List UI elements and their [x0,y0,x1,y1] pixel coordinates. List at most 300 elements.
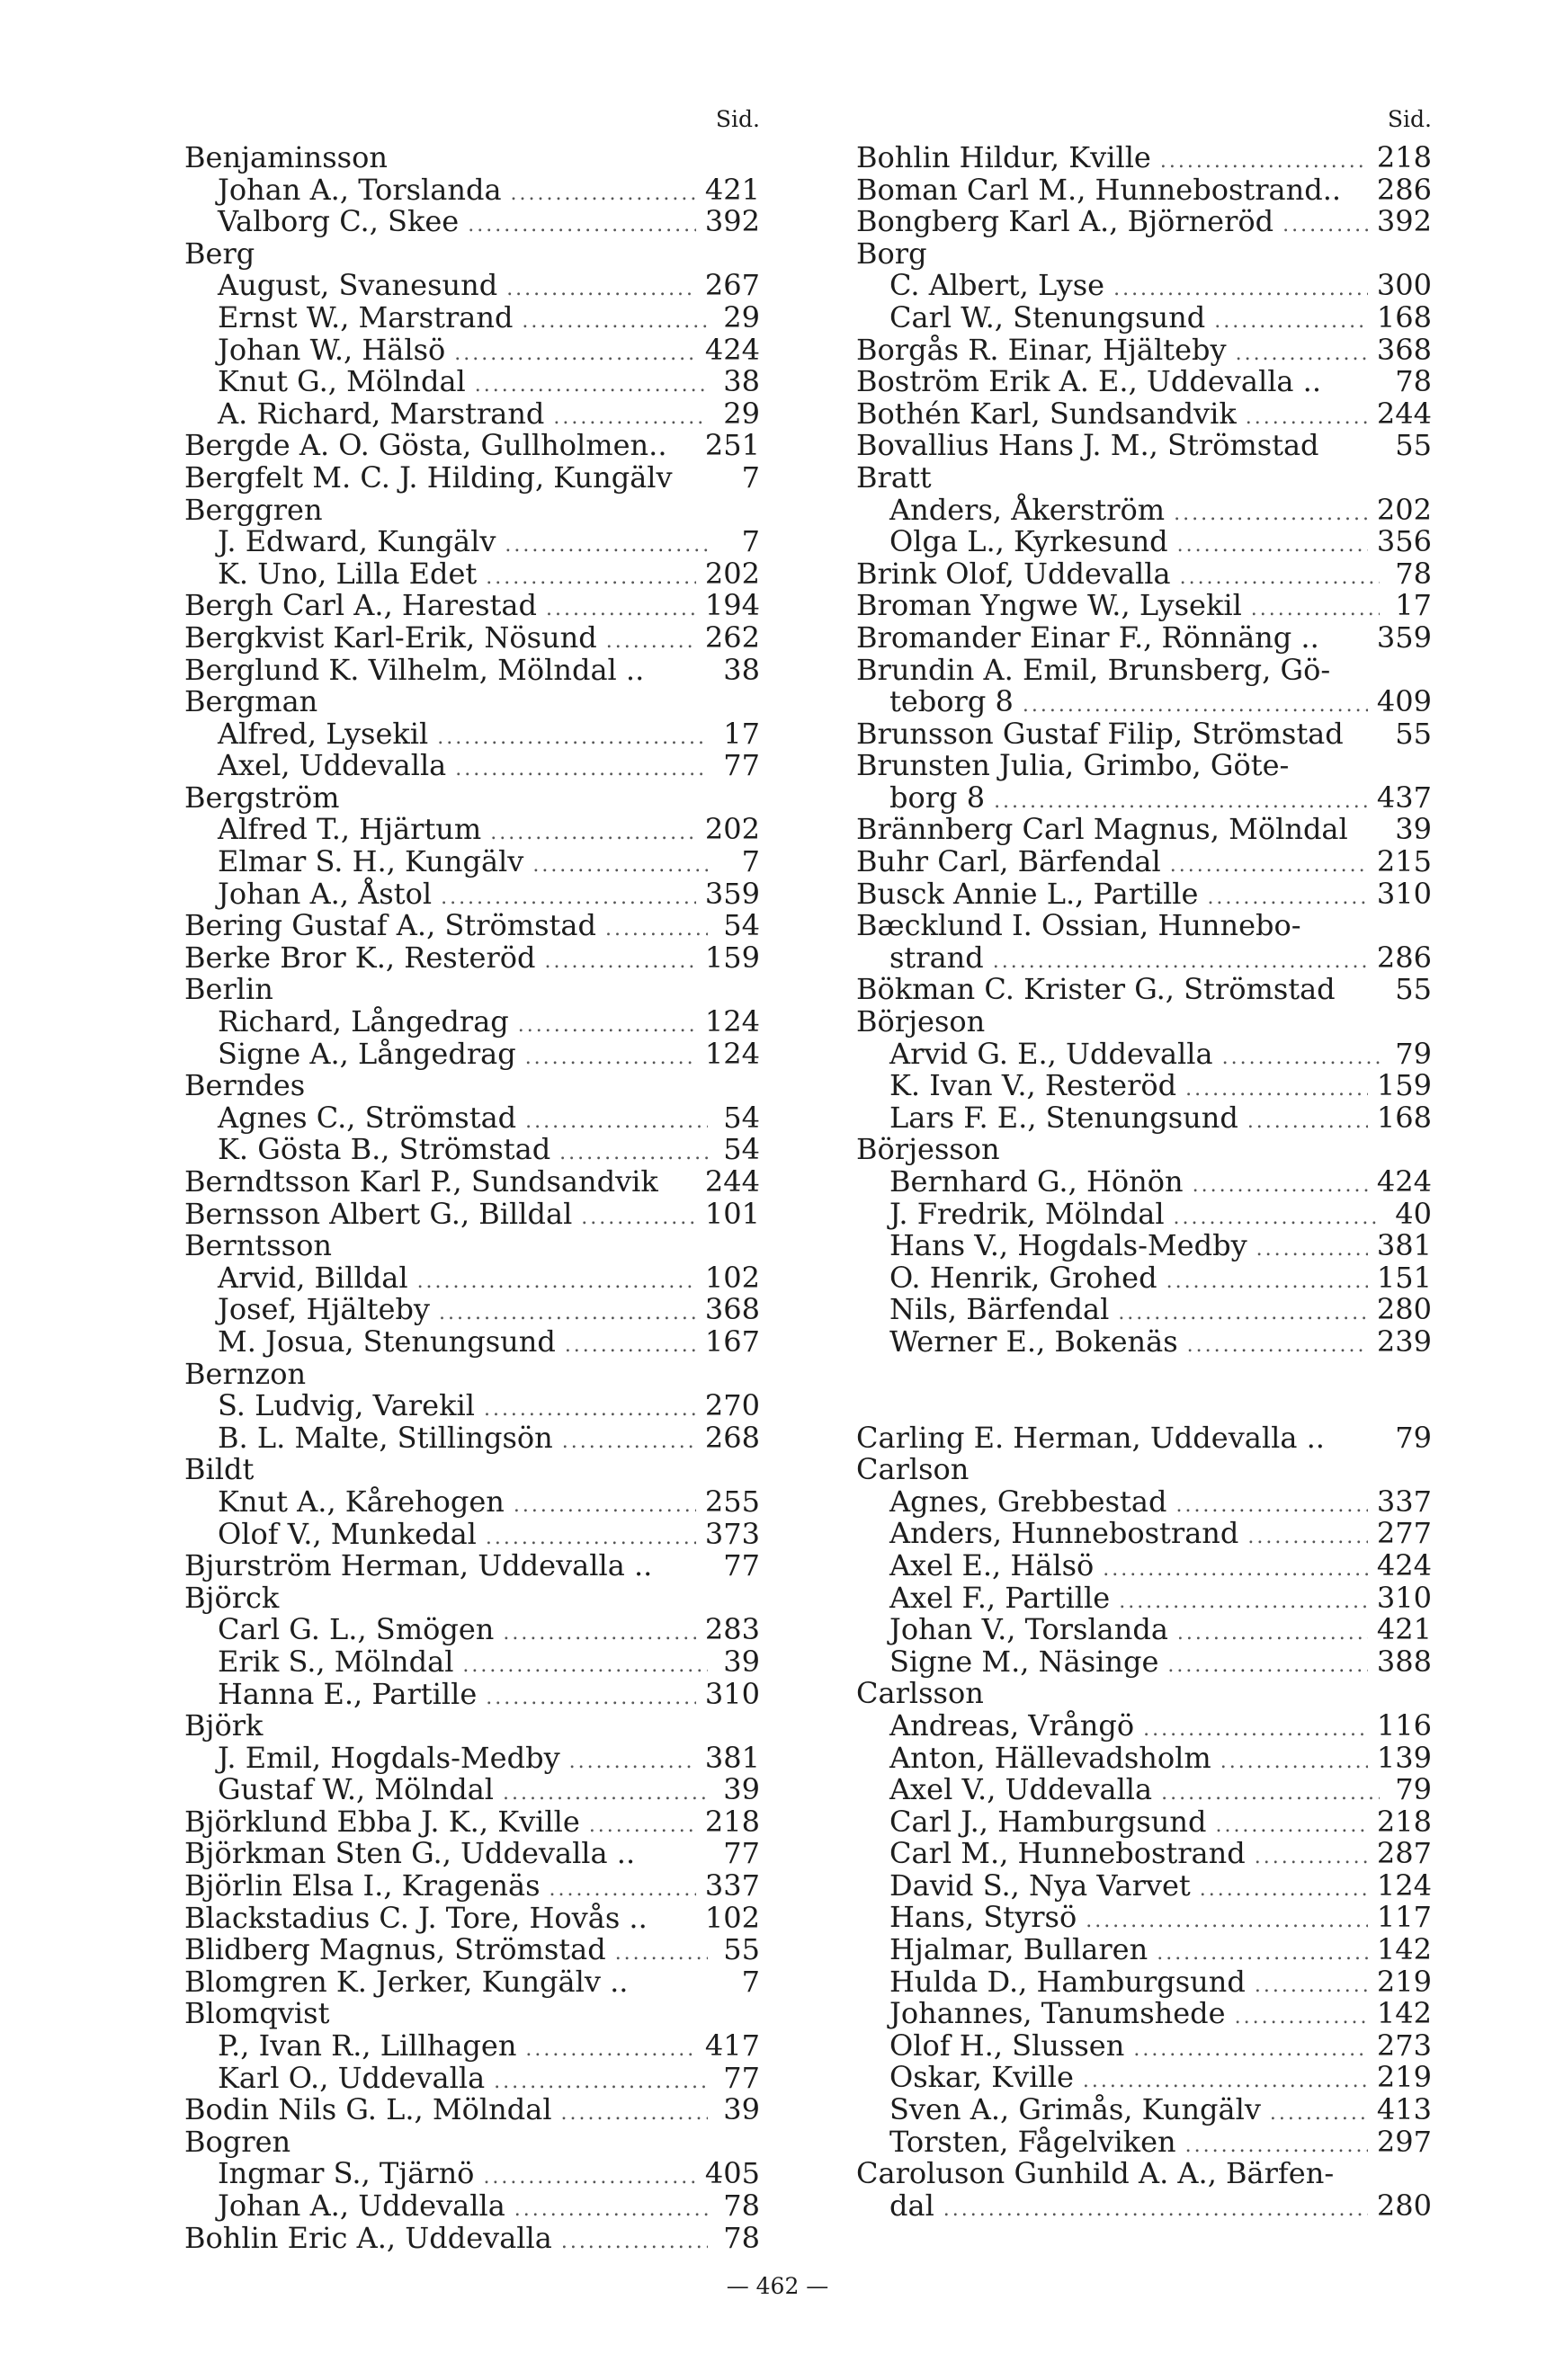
dot-leader [1161,1782,1380,1805]
index-entry [184,1868,760,1901]
entry-name: Axel, Uddevalla [218,748,447,783]
index-entry [856,1324,1432,1357]
dot-leader [1160,150,1368,173]
page-ref: 167 [704,1324,760,1359]
page-ref: 151 [1376,1260,1432,1295]
index-entry [856,908,1432,943]
entry-name: Carlson [856,1452,970,1487]
entry-name: strand [889,940,984,975]
entry-name: Olga L., Kyrkesund [889,524,1168,559]
dot-leader [1185,1078,1368,1101]
index-entry [856,588,1432,623]
index-entry [184,364,760,397]
dot-leader [1170,854,1368,877]
dot-leader [439,1302,696,1324]
page-ref: 273 [1376,2028,1432,2063]
entry-name: Berlin [184,972,273,1007]
entry-name: Berg [184,236,255,271]
entry-name: K. Uno, Lilla Edet [218,556,478,591]
page-ref: 337 [704,1868,760,1903]
page-ref: 55 [1395,428,1432,463]
page-ref: 17 [723,716,760,751]
entry-name: Bering Gustaf A., Strömstad [184,908,596,943]
page-ref: 142 [1376,1996,1432,2031]
entry-name: B. L. Malte, Stillingsön [218,1420,553,1455]
entry-name: Bildt [184,1452,255,1487]
dot-leader [486,1687,696,1709]
entry-name: Börjesson [856,1132,1000,1167]
index-entry [184,1004,760,1037]
dot-leader [1157,1942,1368,1965]
page-ref: 39 [723,1772,760,1807]
entry-name: Blomgren K. Jerker, Kungälv .. [184,1964,629,1999]
entry-name: Bratt [856,459,932,495]
index-entry [184,940,760,973]
index-heading [184,1068,760,1101]
page-ref: 159 [704,940,760,975]
dot-leader [589,1814,696,1837]
index-entry [856,428,1432,463]
dot-leader [514,2198,708,2221]
entry-name: Bernsson Albert G., Billdal [184,1196,573,1231]
entry-name: Richard, Långedrag [218,1004,509,1039]
page-ref: 38 [723,652,760,687]
page-ref: 388 [1376,1644,1432,1679]
index-heading [184,780,760,813]
page-ref: 218 [1376,140,1432,174]
index-entry [856,812,1432,847]
page-ref: 39 [723,2092,760,2127]
page-ref: 421 [1376,1612,1432,1647]
page-ref: 124 [704,1036,760,1071]
dot-leader [605,918,708,940]
page-ref: 77 [723,1836,760,1871]
entry-name: dal [889,2188,934,2223]
dot-leader [553,406,708,429]
dot-leader [484,1398,696,1421]
dot-leader [1119,1591,1368,1613]
dot-leader [417,1270,696,1293]
entry-name: Axel E., Hälsö [889,1547,1095,1582]
page-ref: 202 [704,812,760,847]
dot-leader [1215,1814,1367,1837]
entry-name: Johan V., Torslanda [889,1612,1168,1647]
dot-leader [1133,2038,1368,2061]
page-ref: 286 [1376,172,1432,207]
index-entry [856,364,1432,397]
dot-leader [581,1207,696,1229]
index-entry [184,2156,760,2191]
dot-leader [511,183,696,205]
page-ref: 102 [704,1260,760,1295]
entry-name: Carlsson [856,1676,984,1711]
entry-name: Broman Yngwe W., Lysekil [856,588,1242,623]
index-entry [856,1965,1432,1997]
entry-name: Berndes [184,1068,306,1103]
index-entry [184,877,760,909]
page-ref: 373 [704,1516,760,1551]
index-entry [856,780,1432,813]
index-entry [856,2188,1432,2221]
entry-name: Bergfelt M. C. J. Hilding, Kungälv [184,459,673,495]
entry-name: Axel V., Uddevalla [889,1772,1153,1807]
page-ref: 262 [704,620,760,655]
page-ref: 159 [1376,1068,1432,1103]
index-entry [856,1292,1432,1327]
page-ref: 255 [704,1484,760,1519]
dot-leader [993,950,1368,973]
index-entry [184,2188,760,2221]
page-ref: 424 [1376,1164,1432,1199]
page-ref: 267 [704,268,760,303]
page-ref: 7 [741,524,760,559]
index-entry [856,1805,1432,1837]
index-heading [856,1132,1432,1167]
page-ref: 239 [1376,1324,1432,1359]
entry-name: Elmar S. H., Kungälv [218,844,524,879]
entry-name: Bergman [184,684,318,719]
dot-leader [1177,1622,1368,1645]
page-ref: 251 [704,428,760,463]
index-entry [184,428,760,463]
page-ref: 39 [723,1644,760,1679]
page-ref: 17 [1395,588,1432,623]
entry-name: Björck [184,1580,280,1615]
page-ref: 54 [723,908,760,943]
dot-leader [569,1751,696,1773]
dot-leader [1180,566,1380,589]
index-entry [184,1836,760,1871]
section-gap [856,1357,1432,1421]
dot-leader [514,1494,696,1517]
dot-leader [1200,1878,1368,1901]
index-entry [856,1708,1432,1741]
entries-right [856,140,1432,2223]
entry-name: Brundin A. Emil, Brunsberg, Gö- [856,652,1331,687]
index-heading [184,972,760,1007]
index-entry [184,333,760,365]
page-ref: 417 [704,2028,760,2064]
index-entry [184,557,760,589]
index-entry [184,1612,760,1645]
entry-name: Bernhard G., Hönön [889,1164,1184,1199]
dot-leader [1270,2102,1368,2125]
entry-name: Blidberg Magnus, Strömstad [184,1932,606,1967]
page-ref: 359 [1376,620,1432,655]
entry-name: Brunsten Julia, Grimbo, Göte- [856,748,1290,783]
index-entry [184,1197,760,1229]
entry-name: O. Henrik, Grohed [889,1260,1157,1295]
dot-leader [525,1047,696,1069]
entry-name: Bongberg Karl A., Björneröd [856,204,1274,239]
page-ref: 55 [1395,972,1432,1007]
index-entry [184,1677,760,1709]
index-entry [856,1228,1432,1261]
page-number: — 462 — [726,2273,829,2299]
page-ref: 437 [1376,780,1432,815]
dot-leader [1220,1751,1368,1773]
page-ref: 424 [1376,1547,1432,1582]
index-entry [856,300,1432,333]
index-entry [856,1741,1432,1773]
page-ref: 337 [1376,1484,1432,1519]
index-entry [856,2028,1432,2061]
index-heading [184,493,760,525]
dot-leader [1175,1494,1367,1517]
dot-leader [475,374,708,397]
index-entry [856,1548,1432,1581]
index-entry [856,493,1432,525]
index-entry [856,333,1432,365]
index-entry [184,268,760,303]
entry-name: Boström Erik A. E., Uddevalla .. [856,364,1322,399]
index-entry [856,1164,1432,1197]
dot-leader [561,2102,708,2125]
index-heading [184,2125,760,2157]
dot-leader [1167,1654,1368,1677]
entry-name: J. Fredrik, Mölndal [889,1196,1165,1231]
dot-leader [506,278,696,300]
index-entry [856,717,1432,749]
index-entry [184,2061,760,2093]
entry-name: Axel F., Partille [889,1580,1111,1615]
entry-name: Nils, Bärfendal [889,1292,1110,1327]
dot-leader [503,1622,696,1645]
index-entry [856,972,1432,1007]
page-ref: 202 [1376,492,1432,527]
dot-leader [1246,406,1368,429]
index-entry [184,460,760,493]
dot-leader [1177,534,1368,557]
dot-leader [1251,598,1380,620]
entry-name: Carl W., Stenungsund [889,299,1206,334]
index-entry [856,940,1432,973]
index-heading [184,1708,760,1741]
entry-name: Bothén Karl, Sundsandvik [856,396,1237,431]
dot-leader [546,598,696,620]
entry-name: Brännberg Carl Magnus, Mölndal [856,812,1348,847]
sid-label-right: Sid. [1387,106,1432,132]
entry-name: Erik S., Mölndal [218,1644,454,1679]
dot-leader [545,950,696,973]
entry-name: Buhr Carl, Bärfendal [856,844,1161,879]
entry-name: Berggren [184,492,323,527]
entry-name: Bohlin Eric A., Uddevalla [184,2220,552,2255]
entry-name: Ingmar S., Tjärnö [218,2156,475,2191]
index-entry [856,1516,1432,1551]
dot-leader [1255,1974,1368,1997]
page-ref: 168 [1376,1100,1432,1135]
index-entry [856,397,1432,429]
page-ref: 117 [1376,1900,1432,1935]
entry-name: Blomqvist [184,1996,330,2031]
page-ref: 286 [1376,940,1432,975]
index-heading [184,1996,760,2031]
index-entry [184,1932,760,1965]
dot-leader [486,566,696,589]
page-ref: 280 [1376,1292,1432,1327]
dot-leader [525,1110,708,1133]
page-ref: 268 [704,1420,760,1455]
index-heading [184,1228,760,1261]
dot-leader [454,343,696,365]
page-ref: 392 [704,204,760,239]
entry-name: Bogren [184,2124,291,2159]
entry-name: Lars F. E., Stenungsund [889,1100,1238,1135]
dot-leader [505,534,708,557]
page-ref: 219 [1376,2060,1432,2095]
index-entry [856,1421,1432,1453]
index-entry [856,1484,1432,1517]
entry-name: Björkman Sten G., Uddevalla .. [184,1836,636,1871]
dot-leader [549,1878,695,1901]
page-ref: 79 [1395,1420,1432,1455]
page-ref: 368 [704,1292,760,1327]
entry-name: S. Ludvig, Varekil [218,1388,475,1423]
entry-name: Arvid G. E., Uddevalla [889,1036,1213,1071]
dot-leader [437,726,708,749]
index-entry [184,1548,760,1581]
entry-name: Ernst W., Marstrand [218,299,514,334]
page-ref: 29 [723,299,760,334]
page-ref: 421 [704,172,760,207]
entry-name: Berndtsson Karl P., Sundsandvik [184,1164,658,1199]
index-entry [856,1772,1432,1805]
page-ref: 244 [704,1164,760,1199]
index-entry [184,908,760,943]
dot-leader [522,310,708,333]
entry-name: Johan W., Hälsö [218,332,446,367]
dot-leader [532,854,708,877]
page-ref: 218 [1376,1804,1432,1839]
dot-leader [1207,887,1367,909]
entry-name: Signe M., Näsinge [889,1644,1159,1679]
entry-name: Anders, Åkerström [889,492,1166,527]
entry-name: P., Ivan R., Lillhagen [218,2028,517,2064]
dot-leader [455,758,708,780]
entry-name: Berke Bror K., Resteröd [184,940,536,975]
index-entry [184,812,760,847]
index-entry [184,1101,760,1133]
index-heading [856,460,1432,493]
index-entry [184,1517,760,1549]
page-ref: 78 [1395,556,1432,591]
dot-leader [1166,1270,1368,1293]
entry-name: Anders, Hunnebostrand [889,1516,1239,1551]
entry-name: Hans V., Hogdals-Medby [889,1228,1247,1263]
dot-leader [943,2198,1368,2221]
index-entry [184,2028,760,2064]
dot-leader [1103,1558,1368,1581]
index-entry [856,1932,1432,1965]
dot-leader [1222,1047,1380,1069]
entry-name: Borgås R. Einar, Hjälteby [856,332,1227,367]
index-entry [856,684,1432,717]
entry-name: Alfred T., Hjärtum [218,812,482,847]
index-heading [184,236,760,269]
page-ref: 280 [1376,2188,1432,2223]
index-heading [184,684,760,717]
dot-leader [1247,1110,1368,1133]
dot-leader [1236,343,1368,365]
dot-leader [490,822,696,844]
entry-name: Bæcklund I. Ossian, Hunnebo- [856,908,1301,943]
index-entry [856,1836,1432,1871]
dot-leader [1086,1910,1368,1932]
page-ref: 7 [741,459,760,495]
page-ref: 405 [704,2156,760,2191]
dot-leader [1187,1334,1368,1357]
index-entry [856,1900,1432,1935]
page-ref: 392 [1376,204,1432,239]
index-heading [856,1676,1432,1711]
index-entry [184,1037,760,1069]
entry-name: Bjurström Herman, Uddevalla .. [184,1548,653,1583]
entry-name: Berglund K. Vilhelm, Mölndal .. [184,652,645,687]
page-ref: 409 [1376,684,1432,719]
entry-name: Hans, Styrsö [889,1900,1077,1935]
dot-leader [1113,278,1368,300]
page-ref: 54 [723,1132,760,1167]
page-ref: 38 [723,364,760,399]
index-entry [184,2092,760,2125]
index-entry [856,620,1432,653]
dot-leader [994,790,1368,813]
entry-name: Carl J., Hamburgsund [889,1804,1207,1839]
entry-name: Agnes, Grebbestad [889,1484,1167,1519]
page-ref: 310 [704,1676,760,1711]
entry-name: Agnes C., Strömstad [218,1100,517,1135]
entry-name: Alfred, Lysekil [218,716,429,751]
entry-name: Björk [184,1708,264,1743]
index-entry [856,2060,1432,2095]
entry-name: Valborg C., Skee [218,204,460,239]
entry-name: Gustaf W., Mölndal [218,1772,495,1807]
index-heading [184,1581,760,1613]
index-entry [856,557,1432,589]
page-ref: 55 [1395,716,1432,751]
entry-name: Bergström [184,780,340,815]
entry-name: Bergde A. O. Gösta, Gullholmen.. [184,428,667,463]
dot-leader [1235,2006,1368,2028]
entry-name: Hjalmar, Bullaren [889,1932,1148,1967]
entry-name: Johannes, Tanumshede [889,1996,1226,2031]
index-entry [184,1741,760,1773]
page-ref: 40 [1395,1196,1432,1231]
index-entry [856,1261,1432,1293]
entry-name: Carling E. Herman, Uddevalla .. [856,1420,1325,1455]
page-ref: 310 [1376,1580,1432,1615]
entry-name: Bromander Einar F., Rönnäng .. [856,620,1319,655]
index-entry [184,748,760,783]
page-ref: 124 [1376,1867,1432,1903]
dot-leader [1143,1718,1368,1741]
page-ref: 219 [1376,1964,1432,1999]
entry-name: Busck Annie L., Partille [856,876,1199,911]
dot-leader [1256,1238,1368,1261]
entry-name: teborg 8 [889,684,1014,719]
entry-name: K. Gösta B., Strömstad [218,1132,551,1167]
index-entry [184,524,760,557]
entry-name: Bergkvist Karl-Erik, Nösund [184,620,597,655]
entry-name: Bodin Nils G. L., Mölndal [184,2092,552,2127]
entry-name: Hulda D., Hamburgsund [889,1964,1246,1999]
entry-name: Sven A., Grimås, Kungälv [889,2092,1261,2127]
page-ref: 215 [1376,844,1432,879]
entry-name: Olof H., Slussen [889,2028,1125,2063]
index-entry [184,1901,760,1933]
index-heading [184,140,760,173]
